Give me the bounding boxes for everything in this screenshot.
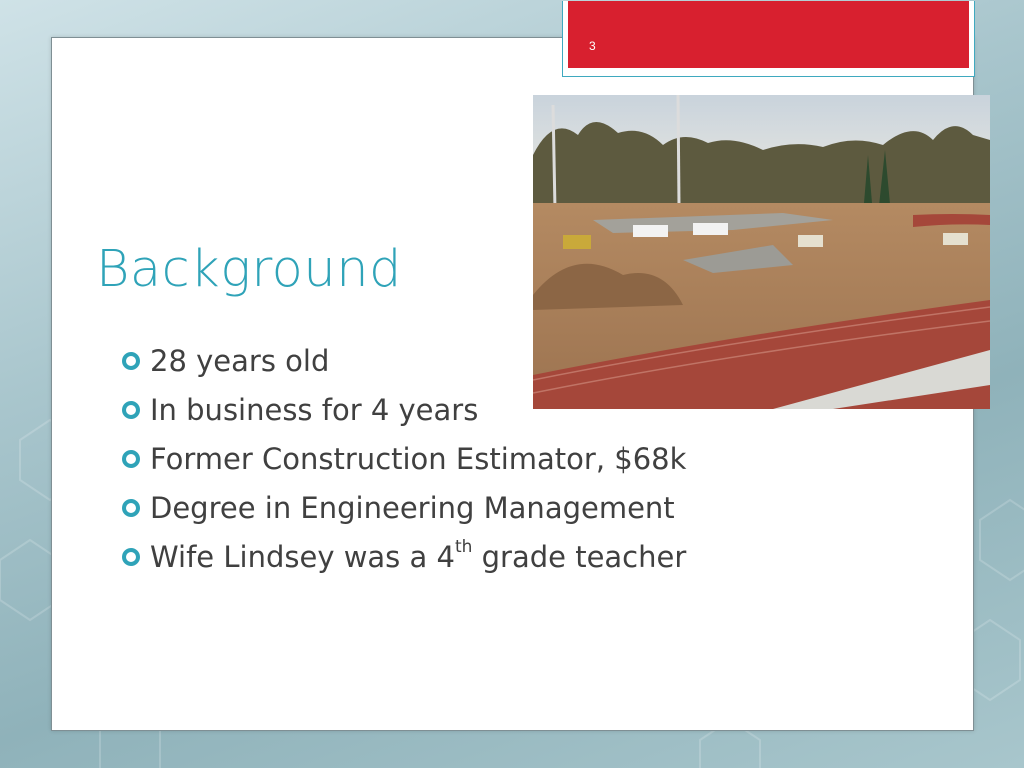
bullet-text: Former Construction Estimator, $68k [150,441,687,476]
bullet-icon [122,499,140,517]
bullet-icon [122,401,140,419]
bullet-text [150,536,687,574]
bullet-item [122,532,686,581]
slide-number: 3 [589,39,596,53]
bullet-item [122,336,686,385]
bullet-superscript: th [454,536,473,557]
slide-number-tab [562,1,975,77]
bullet-text-before: Wife Lindsey was a 4 [150,539,455,574]
slide-number-banner [568,1,969,68]
bullet-icon [122,352,140,370]
bullet-list [122,336,686,581]
bullet-text: 28 years old [150,343,330,378]
bullet-text: Degree in Engineering Management [150,490,675,525]
bullet-icon [122,548,140,566]
bullet-text: In business for 4 years [150,392,479,427]
slide-title: Background [96,240,402,299]
bullet-icon [122,450,140,468]
bullet-item [122,434,686,483]
bullet-item [122,385,686,434]
bullet-item [122,483,686,532]
bullet-text-after: grade teacher [472,539,687,574]
